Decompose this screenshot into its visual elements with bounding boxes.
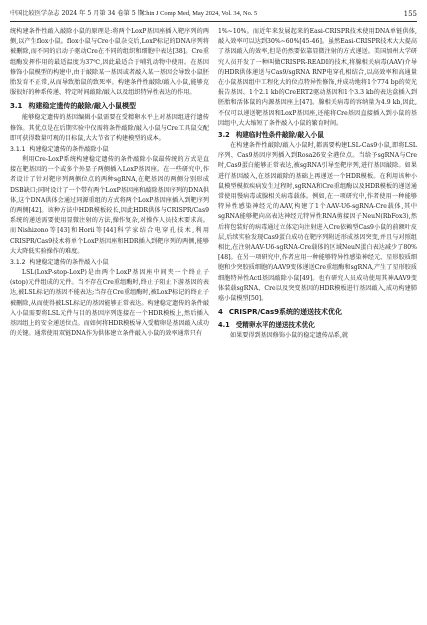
left-column (10, 27, 209, 339)
subsection-heading-3-1-1: 3.1.1 构建稳定遗传的条件敲除小鼠 (10, 146, 109, 154)
paragraph: 能够稳定遗传的基因编辑小鼠需要在受精卵水平上对基因组进行遗传修饰。其优点是在后期实验中仅需将条件敲除/敲入小鼠与Cre工具鼠交配即可获得数量可观的目标鼠,大大节省了构建模型的成本。 (10, 114, 209, 142)
section-heading-4-1: 4.1 受精卵水平的递送技术优化 (218, 321, 315, 330)
header-rule (10, 21, 417, 22)
section-heading-4: 4 CRISPR/Cas9系统的递送技术优化 (218, 308, 343, 317)
paragraph: 统构建条件性敲入敲除小鼠的原理是:将两个LoxP基因座插入靶序列的两侧,以产生flox小鼠。flox小鼠与Cre小鼠杂交后,LoxP标记的DNA序列将被删除,而不同的启动子驱动Cre在不同的组织和细胞中表达[38]。Cre重组酶发挥作用的最适温度为37℃,因此最适合于哺乳动物中使用。在基因修饰小鼠模型的构建中,由于敲除某一基因或者敲入某一基因会导致小鼠胚胎发育不正常,从而导致胎鼠的致死率。构建条件性敲除/敲入小鼠,能够克服很好的种系传递、特定时间敲除/敲入以及组织特异性表达的作用。 (10, 28, 209, 97)
page-number: 155 (403, 10, 417, 18)
paragraph: 1%~10%。而近年来发展起来的Easi-CRISPR技术使用DNA单链供体,敲入效率可以达到30%~60%[45-46]。虽然Easi-CRISPR技术大大提高了基因敲入的效率,但是仍然要依靠显微注射的方式递送。美国加州大学研究人员开发了一种叫做CRISPR-READI的技术,将腺相关病毒(AAV)介导的HDR供体递送与Cas9/sgRNA RNP电穿孔相结合,以高效率和高通量在小鼠基因组中工程化大的位点特异性修饰,并成功地将1个774 bp的荧光报告基因、1个2.1 kb的CreERT2驱动基因和1个3.3 kb的表达盒插入到胚胎和活体鼠的内源基因座上[47]。腺相关病毒的容纳量为4.9 kb,因此,不仅可以递送靶基因和LoxP基因座,还能将Cre基因直接插入到小鼠的基因组中,大大缩短了条件敲入小鼠的繁育时间。 (218, 28, 417, 127)
paragraph: 利用Cre-LoxP系统构建稳定遗传的条件敲除小鼠最传统的方式是直接在靶基因的一个或多个外显子两侧插入LoxP基因座。在一些研究中,作者设计了针对靶序列两侧位点的两种sgRNA,在靶基因的两侧分别形成DSB缺口;同时设计了一个带有两个LoxP基因座和敲除基因序列的DNA供体,这个DNA供体会通过同源重组的方式将两个LoxP基因座插入到靶序列的两侧[42]。该种方法中HDR模板较长,因此HDR供体与CRISPR/Cas9系统的递送需要使用显微注射的方法,操作复杂,对操作人员技术要求高。而Nishizono等[43]和Horii等[44]科学家结合电穿孔技术,利用CRISPR/Cas9技术将单个LoxP基因座和HDR插入到靶序列的两侧,能够大大降低实验操作的难度。 (10, 156, 209, 255)
paragraph: 如果要得到基因修饰小鼠的稳定遗传品系,就 (230, 332, 349, 340)
section-heading-3-1: 3.1 构建稳定遗传的敲除/敲入小鼠模型 (10, 102, 136, 111)
running-header (10, 8, 417, 20)
right-column (218, 27, 417, 341)
journal-english-title: Chin J Comp Med, May 2024, Vol. 34, No. 5 (142, 10, 258, 17)
section-heading-3-2: 3.2 构建临时性条件敲除/敲入小鼠 (218, 131, 324, 140)
subsection-heading-3-1-2: 3.1.2 构建稳定遗传的条件敲入小鼠 (10, 259, 109, 267)
paragraph: LSL(LoxP-stop-LoxP)是由两个LoxP基因座中间夹一个终止子(stop)元件组成的元件。当不存在Cre重组酶时,终止子阻止下游基因的表达,被LSL标记的基因不能表达;当存在Cre重组酶时,被LoxP标记的终止子被删除,从而使得被LSL标记的基因能够正常表达。构建稳定遗传的条件敲入小鼠需要将LSL元件与目的基因序列连接在一个HDR模板上,然后插入基因组上的安全递送位点。而如何将HDR模板导入受精卵是基因敲入成功的关键。通常使用双链DNA作为供体建立条件敲入小鼠的效率通常只有 (10, 269, 209, 338)
paragraph: 在构建条件性敲除/敲入小鼠时,都需要构建LSL-Cas9小鼠,即将LSL序列、Cas9基因序列插入到Rosa26安全港位点。当给予sgRNA与Cre时,Cas9蛋白能够正常表达,被sgRNA引导至靶序列,进行基因敲除。如果进行基因敲入,在基因敲除的基础上再递送一个HDR模板。在利用该种小鼠模型模拟疾病发生过程时,sgRNA和Cre重组酶以及HDR模板的递送通常使用慢病毒或腺相关病毒载体。例如,在一项研究中,作者使用一种能够特异性感染神经元的AAV,构建了1个AAV-U6-sgRNA-Cre载体,其中sgRNA能够靶向高表达神经元特异性RNA剪接因子NeuN(RbFox3),然后将包装好的病毒通过立体定向注射进入Cre依赖型Cas9小鼠的前额叶皮层,后续实验发现Cas9蛋白成功在靶序列附近形成基因突变,并且与对照组相比,在注射AAV-U6-sgRNA-Cre载体的区域NeuN蛋白表达减少了80%[48]。在另一项研究中,作者应用一种能够特异性感染神经元、星形胶质细胞和少突胶质细胞的AAV9变体递送Cre重组酶和sgRNA,产生了星形胶质细胞特异性Actl基因敲除小鼠[49]。也有研究人员成功使用其神AAV9变体装载sgRNA、Cre以及突变基因的HDR模板进行基因敲入,成功构建肺癌小鼠模型[50]。 (218, 142, 417, 303)
journal-chinese-title: 中国比较医学杂志 2024 年 5 月第 34 卷第 5 期 (10, 10, 144, 17)
